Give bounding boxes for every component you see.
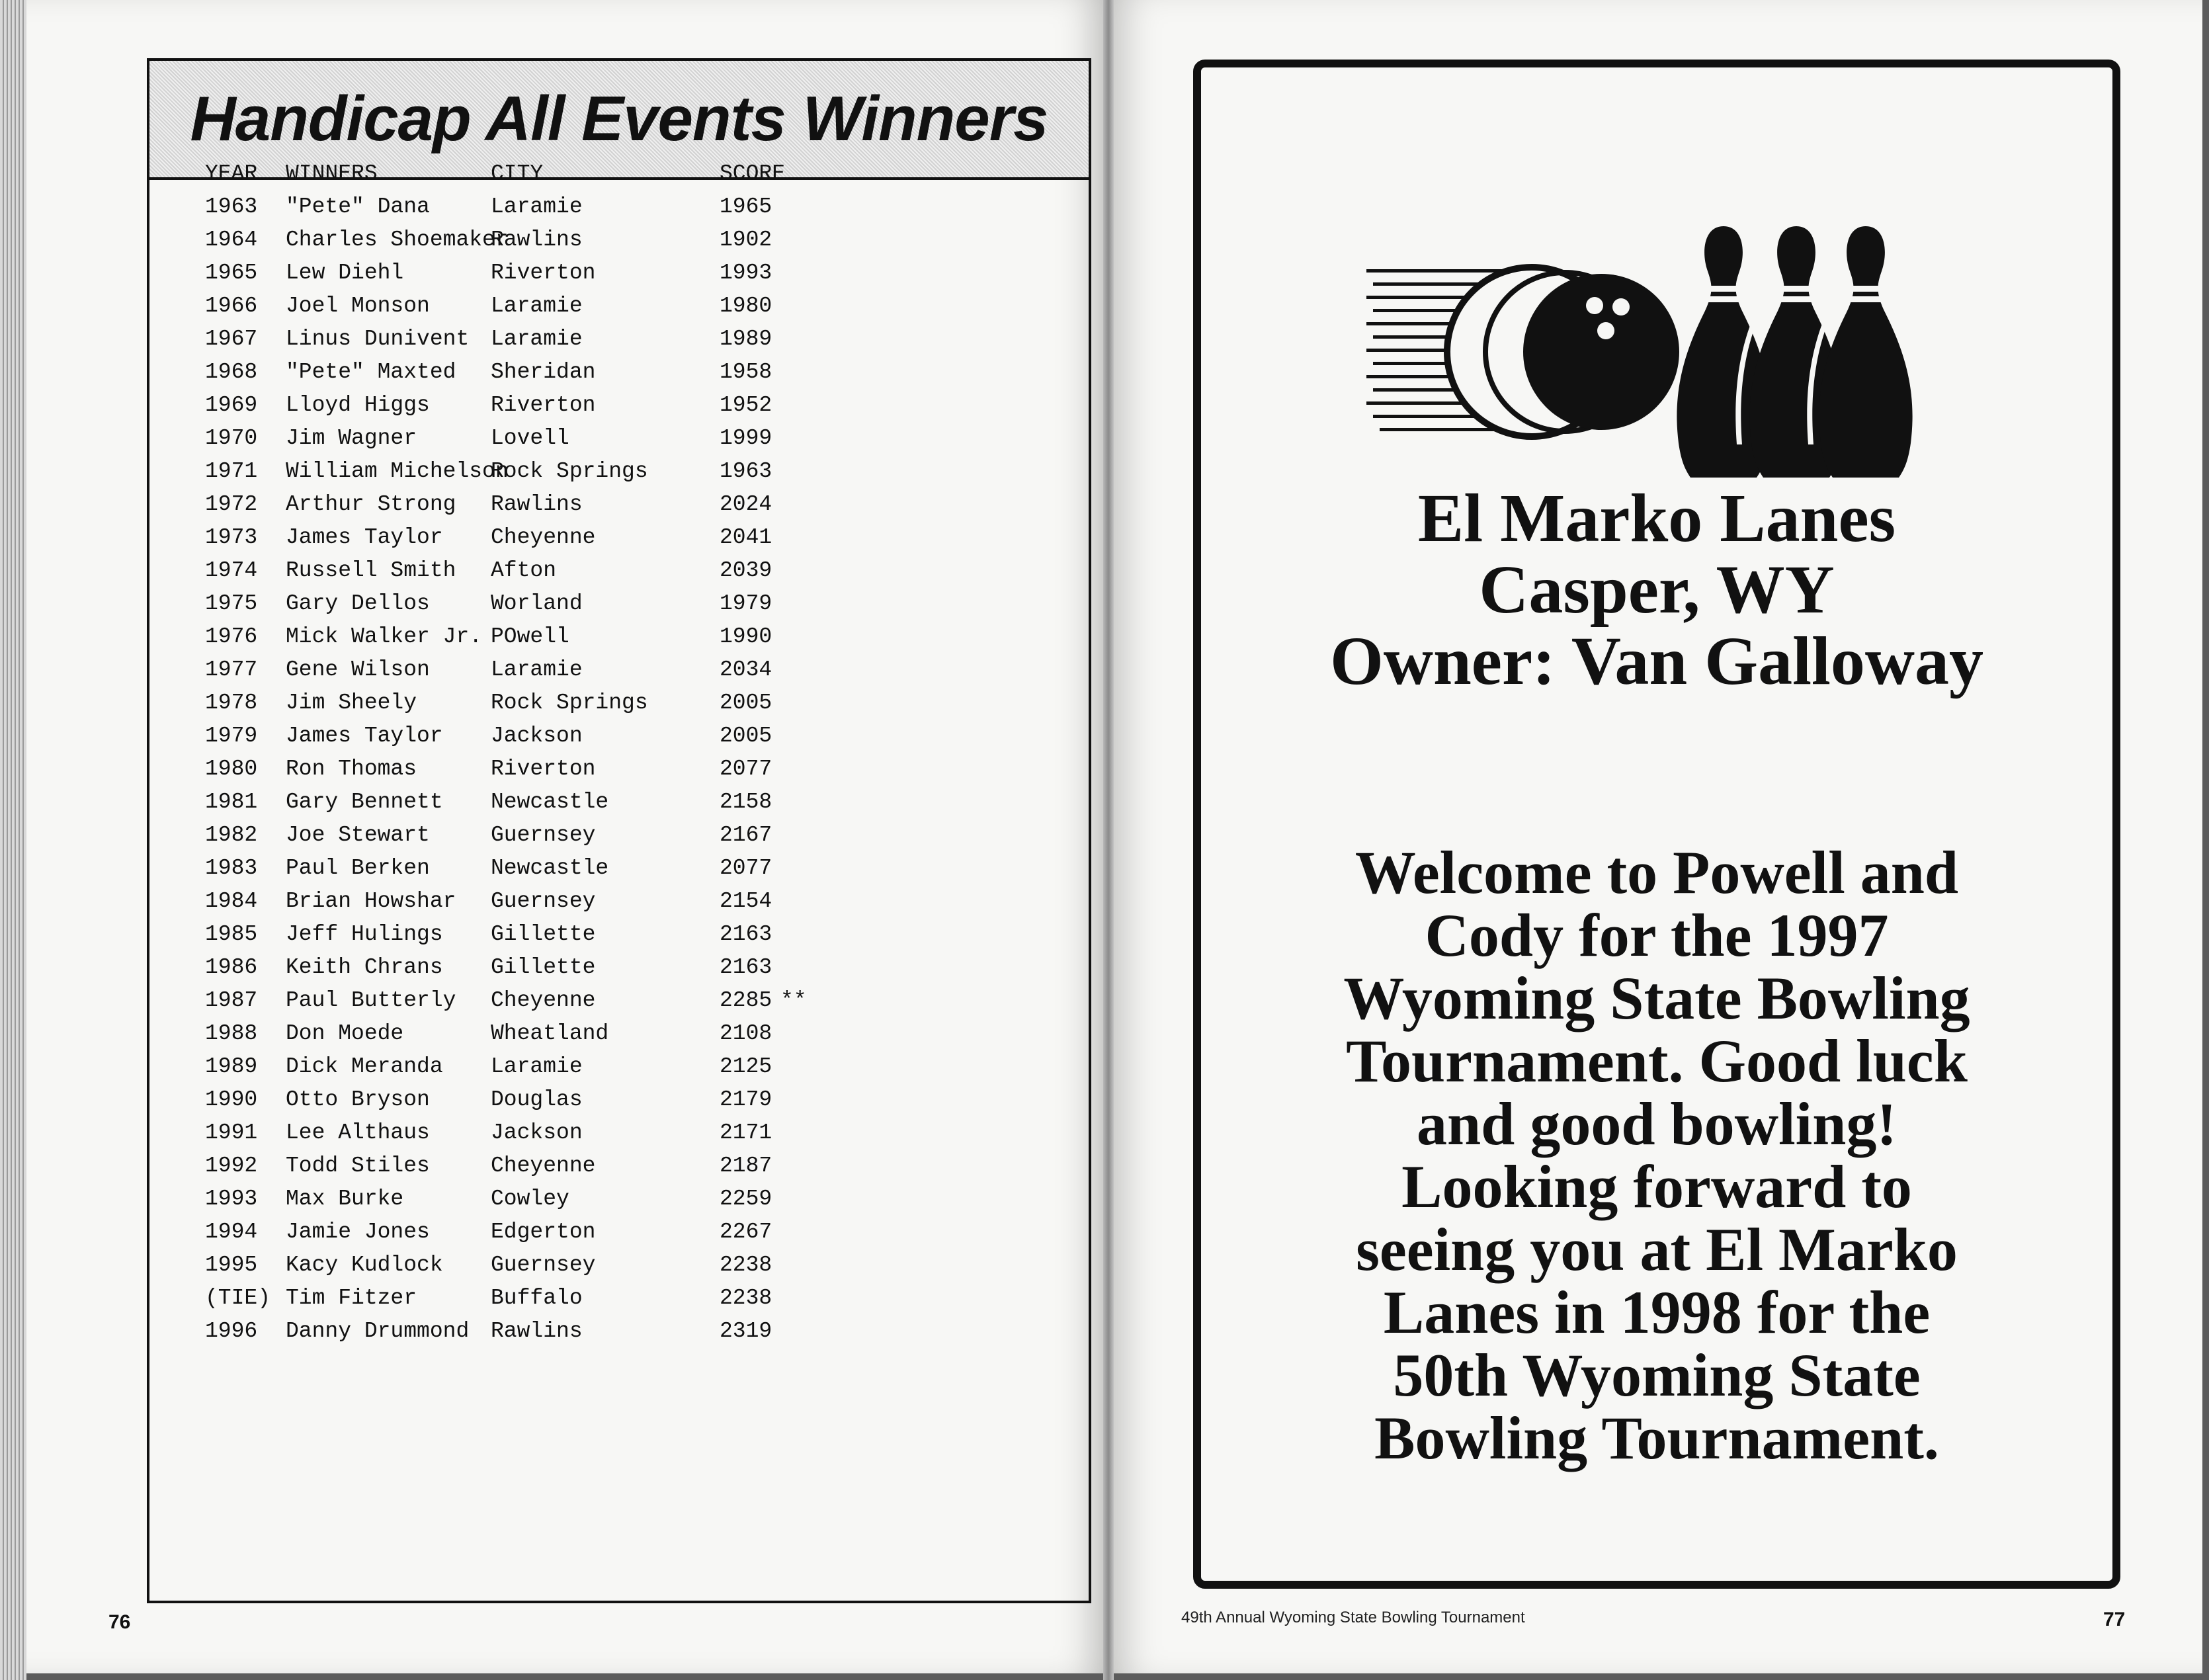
winner-cell: Joe Stewart — [286, 823, 430, 847]
score-cell: 2125 — [720, 1054, 772, 1079]
city-cell: Laramie — [491, 327, 583, 351]
year-cell: 1964 — [205, 228, 258, 252]
score-cell: 1989 — [720, 327, 772, 351]
business-owner: Owner: Van Galloway — [1329, 623, 1984, 699]
table-row — [205, 224, 866, 257]
table-row — [205, 753, 866, 786]
table-row — [205, 389, 866, 422]
score-cell: 2187 — [720, 1154, 772, 1178]
year-cell: 1990 — [205, 1087, 258, 1112]
message-line: Cody for the 1997 — [1425, 902, 1889, 969]
city-cell: Rock Springs — [491, 691, 648, 715]
winner-cell: Lee Althaus — [286, 1120, 430, 1145]
winner-cell: Todd Stiles — [286, 1154, 430, 1178]
year-cell: 1976 — [205, 624, 258, 649]
message-line: Wyoming State Bowling — [1343, 964, 1970, 1032]
city-cell: Rawlins — [491, 1319, 583, 1343]
score-cell: 2238 — [720, 1286, 772, 1310]
table-row — [205, 422, 866, 455]
city-cell: Laramie — [491, 194, 583, 219]
page-title: Handicap All Events Winners — [190, 83, 1048, 154]
column-header-winners: WINNERS — [286, 161, 378, 186]
year-cell: 1967 — [205, 327, 258, 351]
winner-cell: Lloyd Higgs — [286, 393, 430, 417]
winner-cell: Paul Berken — [286, 856, 430, 880]
table-row — [205, 290, 866, 323]
city-cell: Gillette — [491, 955, 596, 980]
city-cell: Edgerton — [491, 1220, 596, 1244]
winner-cell: "Pete" Dana — [286, 194, 430, 219]
score-cell: 2319 — [720, 1319, 772, 1343]
city-cell: Riverton — [491, 757, 596, 781]
year-cell: 1982 — [205, 823, 258, 847]
year-cell: (TIE) — [205, 1286, 271, 1310]
city-cell: Laramie — [491, 1054, 583, 1079]
table-row — [205, 1315, 866, 1348]
table-row — [205, 687, 866, 720]
year-cell: 1989 — [205, 1054, 258, 1079]
city-cell: Wheatland — [491, 1021, 609, 1046]
score-cell: 2179 — [720, 1087, 772, 1112]
table-row — [205, 257, 866, 290]
table-row — [205, 587, 866, 620]
city-cell: Rawlins — [491, 492, 583, 517]
score-cell: 2285 — [720, 988, 772, 1013]
table-row — [205, 521, 866, 554]
business-name: El Marko Lanes — [1417, 480, 1896, 556]
message-line: and good bowling! — [1416, 1090, 1897, 1157]
message-line: 50th Wyoming State — [1393, 1341, 1921, 1409]
score-cell: 1980 — [720, 294, 772, 318]
city-cell: Guernsey — [491, 889, 596, 913]
table-row — [205, 984, 866, 1017]
winner-cell: "Pete" Maxted — [286, 360, 456, 384]
city-cell: Cowley — [491, 1187, 569, 1211]
table-row — [205, 852, 866, 885]
winner-cell: James Taylor — [286, 525, 443, 550]
message-line: Tournament. Good luck — [1346, 1027, 1968, 1095]
city-cell: Riverton — [491, 393, 596, 417]
city-cell: Rawlins — [491, 228, 583, 252]
winner-cell: Jamie Jones — [286, 1220, 430, 1244]
score-cell: 2041 — [720, 525, 772, 550]
table-row — [205, 1183, 866, 1216]
table-row — [205, 1216, 866, 1249]
score-cell: 2005 — [720, 724, 772, 748]
winner-cell: Keith Chrans — [286, 955, 443, 980]
city-cell: Jackson — [491, 724, 583, 748]
table-row — [205, 488, 866, 521]
table-row — [205, 885, 866, 918]
score-cell: 2238 — [720, 1253, 772, 1277]
winner-cell: Don Moede — [286, 1021, 404, 1046]
table-header — [205, 157, 866, 190]
table-row — [205, 323, 866, 356]
table-row — [205, 1083, 866, 1116]
year-cell: 1963 — [205, 194, 258, 219]
table-row — [205, 190, 866, 224]
city-cell: Lovell — [491, 426, 569, 450]
winner-cell: Charles Shoemaker — [286, 228, 509, 252]
column-header-city: CITY — [491, 161, 544, 186]
year-cell: 1987 — [205, 988, 258, 1013]
winner-cell: Gene Wilson — [286, 657, 430, 682]
score-cell: 2259 — [720, 1187, 772, 1211]
city-cell: Worland — [491, 591, 583, 616]
table-row — [205, 951, 866, 984]
city-cell: Guernsey — [491, 823, 596, 847]
city-cell: Laramie — [491, 294, 583, 318]
column-header-score: SCORE — [720, 161, 786, 186]
city-cell: Afton — [491, 558, 557, 583]
score-cell: 2154 — [720, 889, 772, 913]
score-cell: 2077 — [720, 856, 772, 880]
message-line: Lanes in 1998 for the — [1383, 1279, 1931, 1346]
winner-cell: Paul Butterly — [286, 988, 456, 1013]
winner-cell: Jeff Hulings — [286, 922, 443, 946]
winner-cell: Russell Smith — [286, 558, 456, 583]
year-cell: 1975 — [205, 591, 258, 616]
city-cell: Laramie — [491, 657, 583, 682]
gutter — [1103, 0, 1114, 1680]
table-row — [205, 1282, 866, 1315]
table-row — [205, 620, 866, 653]
year-cell: 1977 — [205, 657, 258, 682]
winner-cell: Jim Sheely — [286, 691, 417, 715]
winner-cell: Gary Dellos — [286, 591, 430, 616]
message-line: seeing you at El Marko — [1356, 1216, 1958, 1283]
year-cell: 1994 — [205, 1220, 258, 1244]
city-cell: Cheyenne — [491, 1154, 596, 1178]
score-cell: 2163 — [720, 922, 772, 946]
column-header-year: YEAR — [205, 161, 258, 186]
year-cell: 1968 — [205, 360, 258, 384]
table-row — [205, 918, 866, 951]
table-row — [205, 455, 866, 488]
year-cell: 1966 — [205, 294, 258, 318]
score-cell: 1979 — [720, 591, 772, 616]
winner-cell: William Michelson — [286, 459, 509, 483]
score-cell: 1952 — [720, 393, 772, 417]
business-location: Casper, WY — [1479, 552, 1835, 628]
year-cell: 1974 — [205, 558, 258, 583]
year-cell: 1983 — [205, 856, 258, 880]
table-row — [205, 554, 866, 587]
winner-cell: Tim Fitzer — [286, 1286, 417, 1310]
year-cell: 1970 — [205, 426, 258, 450]
message-line: Looking forward to — [1401, 1153, 1912, 1220]
score-cell: 1965 — [720, 194, 772, 219]
city-cell: Gillette — [491, 922, 596, 946]
winner-cell: Jim Wagner — [286, 426, 417, 450]
year-cell: 1979 — [205, 724, 258, 748]
page-number-right: 77 — [2103, 1609, 2126, 1630]
city-cell: POwell — [491, 624, 569, 649]
winner-cell: Arthur Strong — [286, 492, 456, 517]
table-row — [205, 819, 866, 852]
year-cell: 1993 — [205, 1187, 258, 1211]
message-line: Welcome to Powell and — [1355, 839, 1959, 906]
city-cell: Riverton — [491, 261, 596, 285]
score-cell: 2077 — [720, 757, 772, 781]
table-row — [205, 1150, 866, 1183]
winners-table — [205, 157, 866, 1348]
table-body — [205, 190, 866, 1348]
left-page — [26, 0, 1103, 1673]
table-row — [205, 653, 866, 687]
winner-cell: Linus Dunivent — [286, 327, 470, 351]
message-line: Bowling Tournament. — [1374, 1404, 1939, 1472]
winner-cell: Kacy Kudlock — [286, 1253, 443, 1277]
score-cell: 1902 — [720, 228, 772, 252]
winner-cell: Lew Diehl — [286, 261, 404, 285]
table-row — [205, 1017, 866, 1050]
year-cell: 1981 — [205, 790, 258, 814]
score-cell: 1958 — [720, 360, 772, 384]
page-edges — [0, 0, 26, 1680]
table-row — [205, 1050, 866, 1083]
winner-cell: Danny Drummond — [286, 1319, 470, 1343]
city-cell: Cheyenne — [491, 988, 596, 1013]
score-cell: 2163 — [720, 955, 772, 980]
table-row — [205, 786, 866, 819]
score-cell: 2171 — [720, 1120, 772, 1145]
city-cell: Sheridan — [491, 360, 596, 384]
score-cell: 2158 — [720, 790, 772, 814]
score-cell: 1990 — [720, 624, 772, 649]
winner-cell: Brian Howshar — [286, 889, 456, 913]
winner-cell: Dick Meranda — [286, 1054, 443, 1079]
winner-cell: James Taylor — [286, 724, 443, 748]
score-cell: 2167 — [720, 823, 772, 847]
ad-frame — [1193, 60, 2120, 1589]
year-cell: 1991 — [205, 1120, 258, 1145]
table-row — [205, 1116, 866, 1150]
score-cell: 1999 — [720, 426, 772, 450]
city-cell: Rock Springs — [491, 459, 648, 483]
year-cell: 1988 — [205, 1021, 258, 1046]
year-cell: 1986 — [205, 955, 258, 980]
right-page — [1114, 0, 2202, 1673]
score-cell: 2034 — [720, 657, 772, 682]
score-cell: 1993 — [720, 261, 772, 285]
city-cell: Buffalo — [491, 1286, 583, 1310]
score-cell: 2005 — [720, 691, 772, 715]
year-cell: 1978 — [205, 691, 258, 715]
city-cell: Cheyenne — [491, 525, 596, 550]
score-cell: 2039 — [720, 558, 772, 583]
score-cell: 2024 — [720, 492, 772, 517]
city-cell: Jackson — [491, 1120, 583, 1145]
city-cell: Newcastle — [491, 790, 609, 814]
year-cell: 1980 — [205, 757, 258, 781]
winner-cell: Mick Walker Jr. — [286, 624, 483, 649]
year-cell: 1971 — [205, 459, 258, 483]
winner-cell: Joel Monson — [286, 294, 430, 318]
winner-cell: Gary Bennett — [286, 790, 443, 814]
city-cell: Guernsey — [491, 1253, 596, 1277]
year-cell: 1965 — [205, 261, 258, 285]
note-cell: ** — [780, 988, 807, 1013]
table-row — [205, 720, 866, 753]
city-cell: Douglas — [491, 1087, 583, 1112]
year-cell: 1972 — [205, 492, 258, 517]
winner-cell: Ron Thomas — [286, 757, 417, 781]
year-cell: 1984 — [205, 889, 258, 913]
year-cell: 1969 — [205, 393, 258, 417]
table-row — [205, 356, 866, 389]
score-cell: 2267 — [720, 1220, 772, 1244]
city-cell: Newcastle — [491, 856, 609, 880]
score-cell: 2108 — [720, 1021, 772, 1046]
year-cell: 1985 — [205, 922, 258, 946]
year-cell: 1992 — [205, 1154, 258, 1178]
year-cell: 1973 — [205, 525, 258, 550]
page-footer: 49th Annual Wyoming State Bowling Tournament — [1181, 1609, 1525, 1626]
year-cell: 1996 — [205, 1319, 258, 1343]
score-cell: 1963 — [720, 459, 772, 483]
page-number-left: 76 — [108, 1611, 131, 1633]
year-cell: 1995 — [205, 1253, 258, 1277]
table-row — [205, 1249, 866, 1282]
bowling-ball-and-pins-icon — [1366, 200, 1915, 504]
ad-message — [1201, 841, 2112, 1470]
ad-header — [1201, 480, 2112, 699]
winner-cell: Max Burke — [286, 1187, 404, 1211]
winner-cell: Otto Bryson — [286, 1087, 430, 1112]
